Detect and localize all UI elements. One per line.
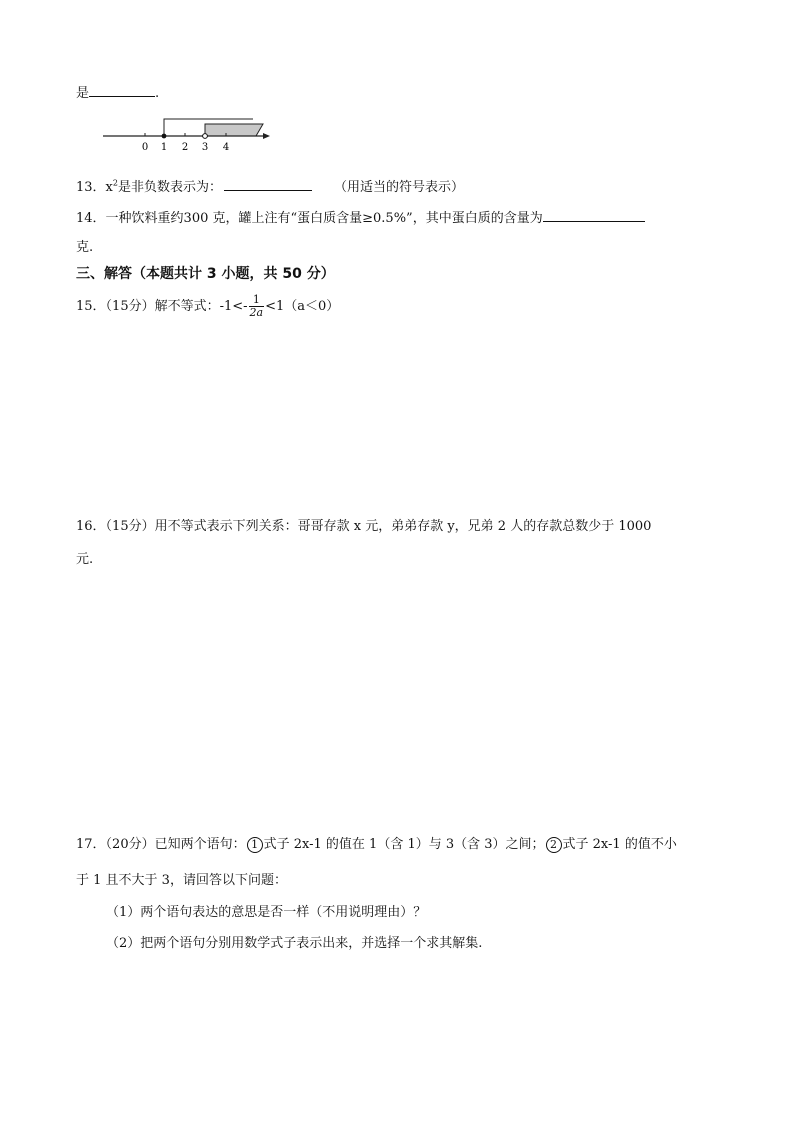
q17-text-c: 式子 2x-1 的值不小	[562, 837, 677, 852]
q13-text: 是非负数表示为：	[117, 180, 222, 195]
hollow-point	[203, 134, 208, 139]
tick-label-1: 1	[160, 142, 168, 153]
q15-points: （15分）	[105, 299, 155, 314]
question-17	[76, 836, 677, 854]
shaded-solution-region	[205, 124, 263, 136]
axis-arrow	[263, 133, 270, 139]
question-15	[76, 294, 339, 319]
q15-text: 解不等式：-1<-	[154, 299, 248, 314]
q14-number: 14．	[76, 211, 106, 226]
q16-text: 用不等式表示下列关系：哥哥存款 x 元，弟弟存款 y，兄弟 2 人的存款总数少于 1000	[154, 519, 652, 534]
q13-answer-blank[interactable]	[224, 176, 312, 191]
question-14	[76, 207, 645, 228]
solid-point	[162, 134, 167, 139]
circled-two-icon: 2	[546, 837, 562, 853]
q13-number: 13．	[76, 180, 106, 195]
q12-prefix: 是	[76, 86, 90, 101]
q14-answer-blank[interactable]	[543, 207, 645, 222]
question-13	[76, 176, 464, 197]
q17-subquestion-2: （2）把两个语句分别用数学式子表示出来，并选择一个求其解集.	[106, 936, 483, 951]
question-16	[76, 518, 651, 536]
q15-fraction-numerator: 1	[249, 294, 265, 307]
q14-tail: 克.	[76, 240, 94, 255]
q14-text: 一种饮料重约300 克，罐上注有“蛋白质含量≥0.5%”，其中蛋白质的含量为	[105, 211, 543, 226]
tick-label-2: 2	[181, 142, 189, 153]
q17-text-b: 式子 2x-1 的值在 1（含 1）与 3（含 3）之间；	[263, 837, 545, 852]
q15-fraction-denominator: 2a	[249, 306, 264, 319]
q12-suffix: .	[155, 86, 160, 101]
circled-one-icon: 1	[247, 837, 263, 853]
q12-answer-line	[76, 82, 159, 103]
q15-after: <1（a＜0）	[265, 299, 340, 314]
tick-label-0: 0	[141, 142, 149, 153]
q16-number: 16．	[76, 519, 106, 534]
section-3-heading: 三、解答（本题共计 3 小题，共 50 分）	[76, 266, 335, 282]
q13-hint: （用适当的符号表示）	[334, 180, 465, 195]
q17-points: （20分）	[105, 837, 155, 852]
tick-label-4: 4	[222, 142, 230, 153]
q16-tail: 元.	[76, 552, 94, 567]
q17-text-a: 已知两个语句：	[154, 837, 246, 852]
number-line-figure	[98, 112, 278, 154]
q17-line-2: 于 1 且不大于 3，请回答以下问题：	[76, 873, 287, 888]
q13-base: x	[105, 180, 113, 195]
q17-number: 17．	[76, 837, 106, 852]
q12-answer-blank[interactable]	[89, 82, 155, 97]
q16-tail-line	[76, 551, 93, 569]
q14-tail-line	[76, 239, 93, 257]
q15-fraction	[249, 294, 265, 319]
q15-number: 15．	[76, 299, 106, 314]
q17-subquestion-1: （1）两个语句表达的意思是否一样（不用说明理由）？	[106, 905, 427, 920]
tick-label-3: 3	[201, 142, 209, 153]
q13-exponent: 2	[112, 178, 118, 188]
q16-points: （15分）	[105, 519, 155, 534]
